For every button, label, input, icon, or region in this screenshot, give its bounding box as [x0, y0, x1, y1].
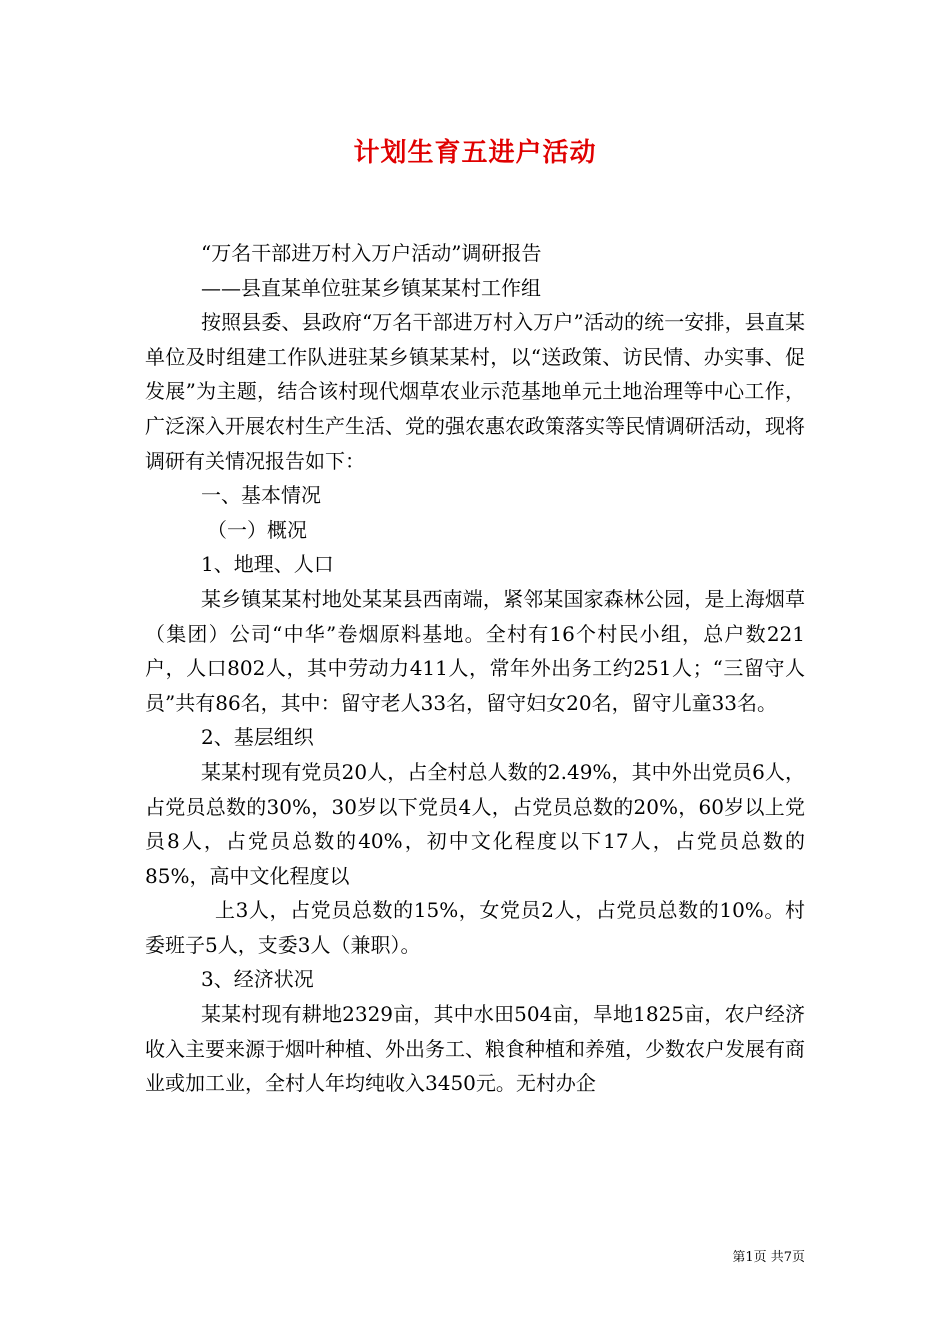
report-title-line: “万名干部进万村入万户活动”调研报告 [201, 241, 542, 265]
report-subtitle-line: ——县直某单位驻某乡镇某某村工作组 [201, 275, 541, 300]
subsection-heading: （一）概况 [207, 517, 307, 542]
body-paragraph: 某某村现有耕地2329亩，其中水田504亩，旱地1825亩，农户经济收入主要来源于烟叶种植、外出务工、粮食种植和养殖，少数农户发展有商业或加工业，全村人年均纯收入3450元。无村办企 [145, 1002, 805, 1096]
body-paragraph: 某某村现有党员20人，占全村总人数的2.49%，其中外出党员6人，占党员总数的30%，30岁以下党员4人，占党员总数的20%，60岁以上党员8人，占党员总数的40%，初中文化程度以下17人，占党员总数的85%，高中文化程度以 [145, 759, 805, 888]
item-heading: 2、基层组织 [201, 725, 314, 750]
document-body [145, 236, 805, 1101]
body-paragraph: 上3人，占党员总数的15%，女党员2人，占党员总数的10%。村委班子5人，支委3人（兼职）。 [145, 898, 805, 957]
document-title: 计划生育五进户活动 [353, 138, 597, 168]
section-heading: 一、基本情况 [201, 483, 321, 508]
intro-paragraph: 按照县委、县政府“万名干部进万村入万户”活动的统一安排，县直某单位及时组建工作队进驻某乡镇某某村，以“送政策、访民情、办实事、促发展”为主题，结合该村现代烟草农业示范基地单元土地治理等中心工作，广泛深入开展农村生产生活、党的强农惠农政策落实等民情调研活动，现将调研有关情况报告如下： [145, 310, 805, 473]
item-heading: 3、经济状况 [201, 967, 314, 992]
body-paragraph: 某乡镇某某村地处某某县西南端，紧邻某国家森林公园，是上海烟草（集团）公司“中华”卷烟原料基地。全村有16个村民小组，总户数221户，人口802人，其中劳动力411人，常年外出务工约251人；“三留守人员”共有86名，其中：留守老人33名，留守妇女20名，留守儿童33名。 [145, 586, 805, 715]
page-number: 第1页 共7页 [732, 1250, 805, 1265]
item-heading: 1、地理、人口 [201, 552, 334, 577]
